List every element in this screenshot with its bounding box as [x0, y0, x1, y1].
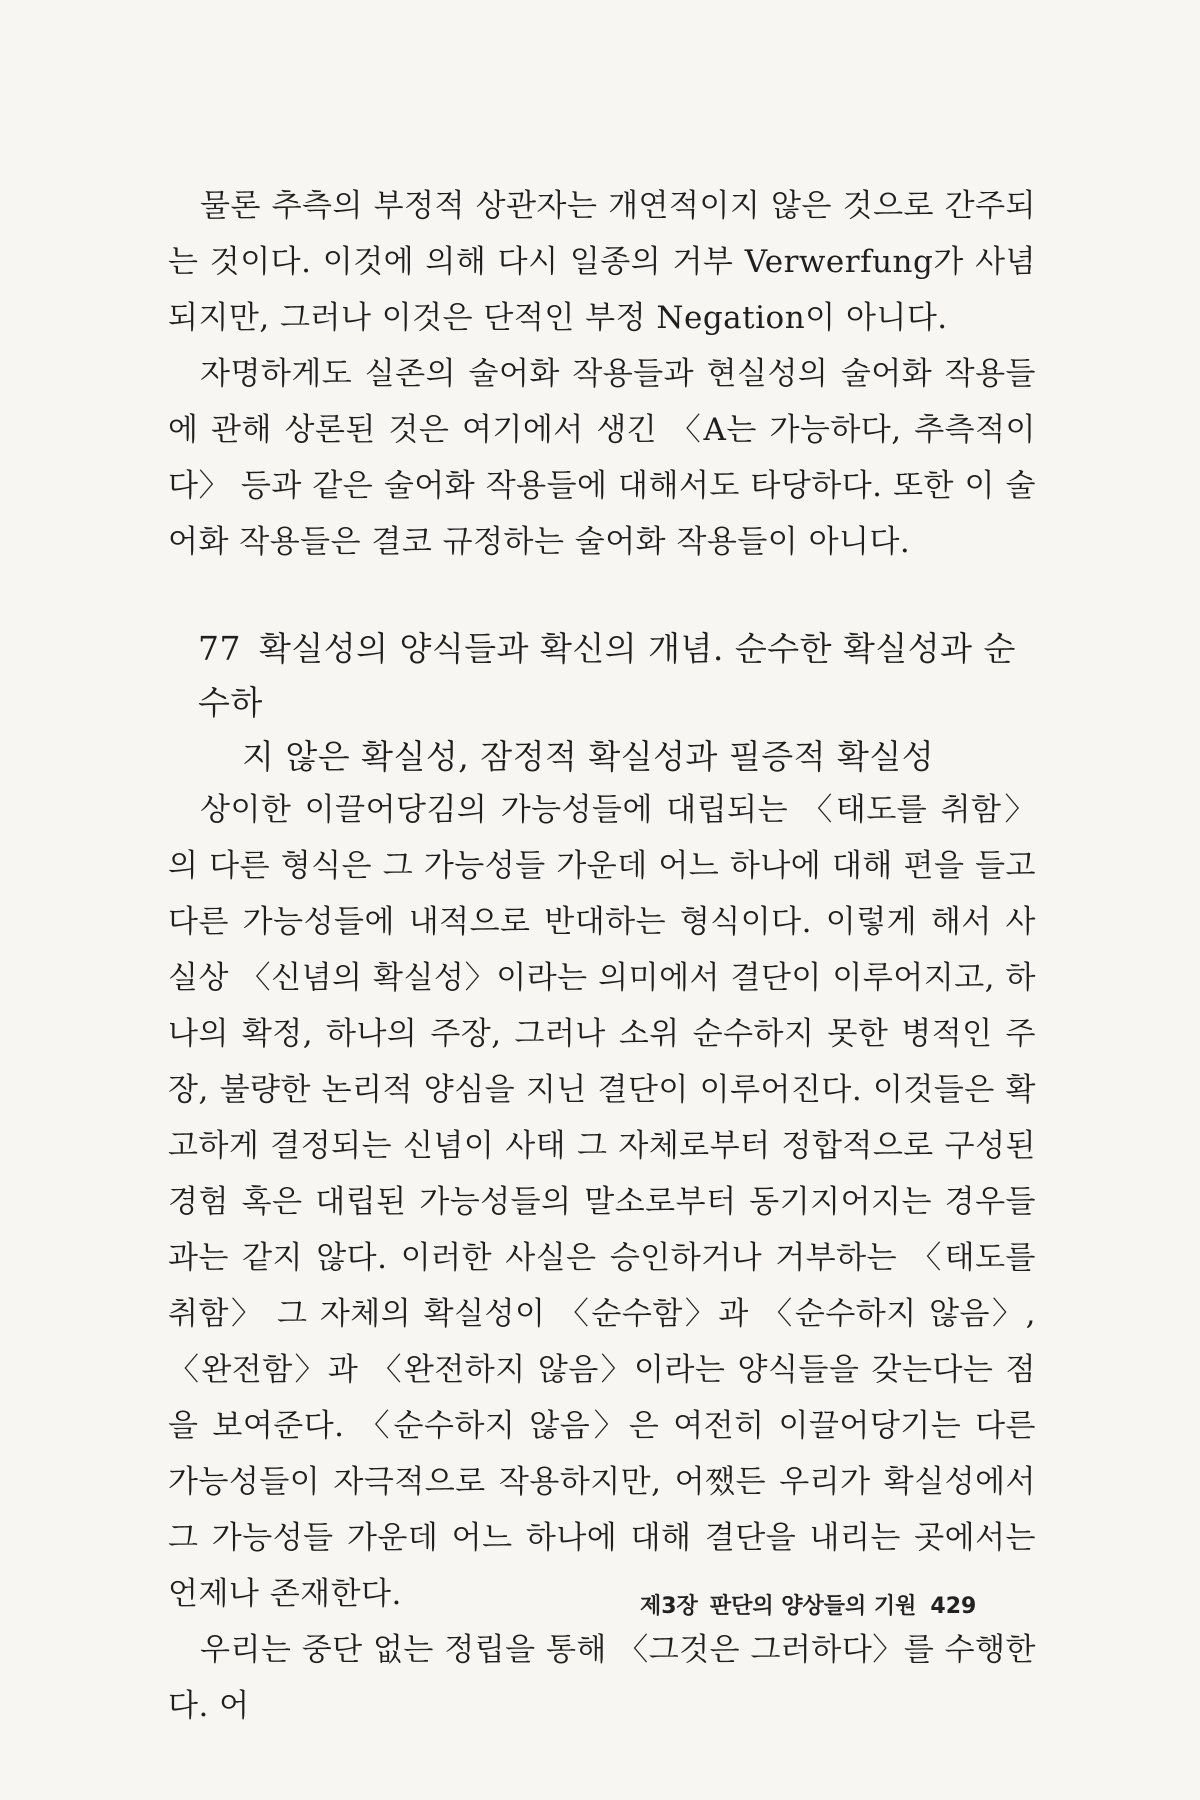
section-title-line1: 확실성의 양식들과 확신의 개념. 순수한 확실성과 순수하 — [198, 629, 1016, 722]
running-footer — [640, 1589, 1040, 1620]
page-number: 429 — [930, 1594, 977, 1619]
paragraph: 물론 추측의 부정적 상관자는 개연적이지 않은 것으로 간주되는 것이다. 이것에 의해 다시 일종의 거부 Verwerfung가 사념되지만, 그러나 이것은 단적인 부정 Negation이 아니다. — [168, 188, 1036, 336]
chapter-label: 제3장 — [640, 1594, 698, 1619]
body-text-top — [168, 178, 1036, 570]
paragraph: 자명하게도 실존의 술어화 작용들과 현실성의 술어화 작용들에 관해 상론된 것은 여기에서 생긴 〈A는 가능하다, 추측적이다〉 등과 같은 술어화 작용들에 대해서도 타당하다. 또한 이 술어화 작용들은 결코 규정하는 술어화 작용들이 아니다. — [168, 356, 1036, 560]
section-heading — [198, 622, 1038, 784]
chapter-title: 판단의 양상들의 기원 — [709, 1594, 917, 1619]
paragraph: 상이한 이끌어당김의 가능성들에 대립되는 〈태도를 취함〉의 다른 형식은 그 가능성들 가운데 어느 하나에 대해 편을 들고 다른 가능성들에 내적으로 반대하는 형식이다. 이렇게 해서 사실상 〈신념의 확실성〉이라는 의미에서 결단이 이루어지고, 하나의 확정, 하나의 주장, 그러나 소위 순수하지 못한 병적인 주장, 불량한 논리적 양심을 지닌 결단이 이루어진다. 이것들은 확고하게 결정되는 신념이 사태 그 자체로부터 정합적으로 구성된 경험 혹은 대립된 가능성들의 말소로부터 동기지어지는 경우들과는 같지 않다. 이러한 사실은 승인하거나 거부하는 〈태도를 취함〉 그 자체의 확실성이 〈순수함〉과 〈순수하지 않음〉, 〈완전함〉과 〈완전하지 않음〉이라는 양식들을 갖는다는 점을 보여준다. 〈순수하지 않음〉은 여전히 이끌어당기는 다른 가능성들이 자극적으로 작용하지만, 어쨌든 우리가 확실성에서 그 가능성들 가운데 어느 하나에 대해 결단을 내리는 곳에서는 언제나 존재한다. — [168, 792, 1036, 1612]
section-title-line2: 지 않은 확실성, 잠정적 확실성과 필증적 확실성 — [242, 737, 935, 776]
paragraph: 우리는 중단 없는 정립을 통해 〈그것은 그러하다〉를 수행한다. 어 — [168, 1632, 1036, 1724]
section-number: 77 — [198, 629, 241, 668]
